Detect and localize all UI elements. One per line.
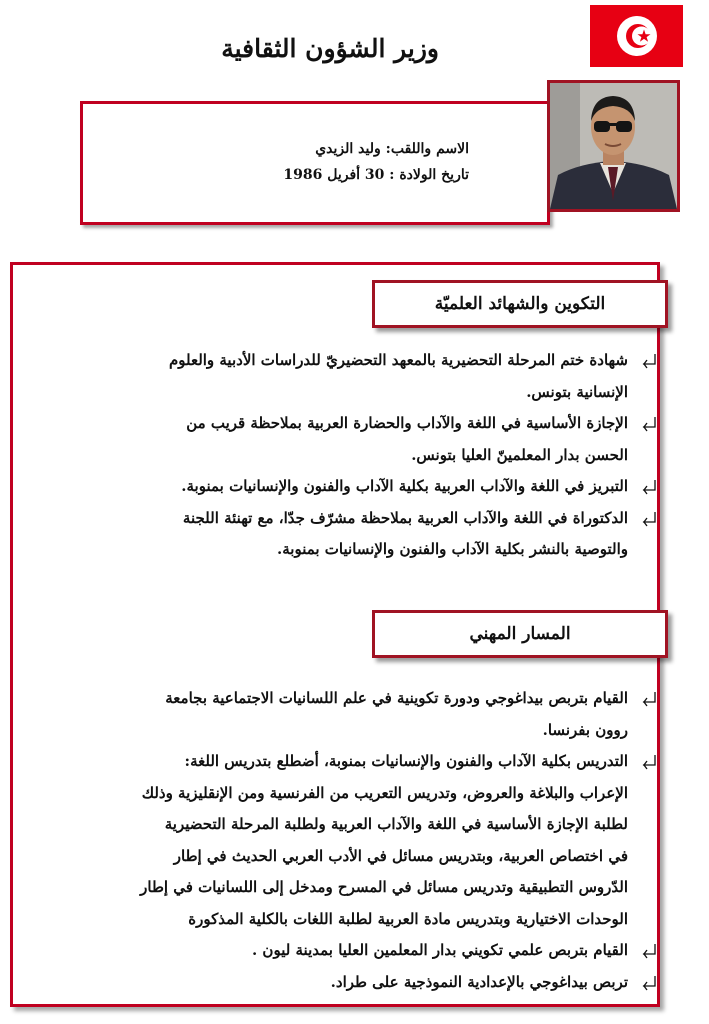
education-line-1: شهادة ختم المرحلة التحضيرية بالمعهد التحضيريّ للدراسات الأدبية والعلوم: [168, 351, 628, 369]
education-line-5: التبريز في اللغة والآداب العربية بكلية الآداب والفنون والإنسانيات بمنوبة.: [181, 477, 628, 495]
arrow-check-bullet-icon: [640, 691, 656, 707]
career-line-4: الإعراب والبلاغة والعروض، وتدريس التعريب من الفرنسية ومن الإنقليزية وذلك: [141, 783, 628, 802]
arrow-check-bullet-icon: [640, 353, 656, 369]
birth-date-line: تاريخ الولادة : 30 أفريل 1986: [283, 167, 469, 183]
career-line-2: روون بفرنسا.: [542, 720, 628, 739]
list-item: [18, 683, 658, 746]
name-line: الاسم واللقب: وليد الزيدي: [315, 141, 469, 157]
list-item: [18, 408, 658, 471]
education-line-2: الإنسانية بتونس.: [526, 382, 628, 401]
education-line-4: الحسن بدار المعلمينّ العليا بتونس.: [411, 445, 628, 464]
list-item: [18, 471, 658, 503]
education-list: [18, 345, 658, 566]
page-title: وزير الشؤون الثقافية: [221, 34, 439, 63]
education-line-3: الإجازة الأساسية في اللغة والآداب والحضارة العربية بملاحظة قريب من: [186, 414, 628, 432]
career-line-8: الوحدات الاختيارية وبتدريس مادة العربية لطلبة اللغات بالكلية المذكورة: [188, 909, 628, 928]
career-line-5: لطلبة الإجازة الأساسية في اللغة والآداب العربية ولطلبة المرحلة التحضيرية: [164, 815, 628, 833]
arrow-check-bullet-icon: [640, 511, 656, 527]
arrow-check-bullet-icon: [640, 975, 656, 991]
arrow-check-bullet-icon: [640, 479, 656, 495]
minister-photo: [547, 80, 680, 212]
identity-box: [80, 101, 550, 225]
career-line-3: التدريس بكلية الآداب والفنون والإنسانيات بمنوبة، أضطلع بتدريس اللغة:: [184, 752, 628, 770]
tunisia-flag-icon: [590, 5, 683, 67]
arrow-check-bullet-icon: [640, 416, 656, 432]
list-item: [18, 345, 658, 408]
flag-emblem: [615, 14, 659, 58]
arrow-check-bullet-icon: [640, 754, 656, 770]
education-line-6: الدكتوراة في اللغة والآداب العربية بملاحظة مشرّف جدّا، مع تهنئة اللجنة: [182, 508, 628, 527]
career-line-1: القيام بتربص بيداغوجي ودورة تكوينية في علم اللسانيات الاجتماعية بجامعة: [165, 689, 628, 707]
education-line-7: والتوصية بالنشر بكلية الآداب والفنون والإنسانيات بمنوبة.: [277, 540, 628, 558]
career-line-9: القيام بتربص علمي تكويني بدار المعلمين العليا بمدينة ليون .: [251, 941, 628, 959]
career-list: [18, 683, 658, 998]
career-line-6: في اختصاص العربية، وبتدريس مسائل في الأدب العربي الحديث في إطار: [173, 846, 628, 865]
career-heading: المسار المهني: [372, 610, 668, 658]
career-line-10: تربص بيداغوجي بالإعدادية النموذجية على طراد.: [330, 972, 628, 991]
arrow-check-bullet-icon: [640, 943, 656, 959]
list-item: [18, 503, 658, 566]
list-item: [18, 746, 658, 935]
list-item: [18, 967, 658, 999]
career-line-7: الدّروس التطبيقية وتدريس مسائل في المسرح ومدخل إلى اللسانيات في إطار: [140, 878, 628, 896]
portrait-image: [550, 83, 677, 209]
education-heading: التكوين والشهائد العلميّة: [372, 280, 668, 328]
list-item: [18, 935, 658, 967]
